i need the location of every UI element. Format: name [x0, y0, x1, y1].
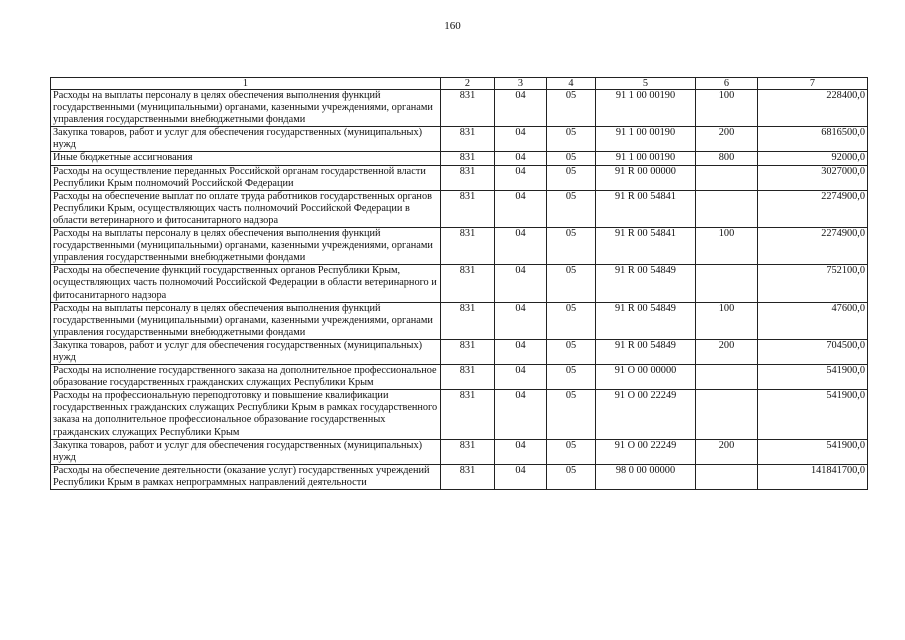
- target-article-cell: 91 О 00 00000: [596, 365, 696, 390]
- ministry-code-cell: 831: [441, 90, 495, 127]
- target-article-cell: 91 R 00 54849: [596, 339, 696, 364]
- expense-name-cell: Расходы на осуществление переданных Российской органам государственной власти Республики Крым полномочий Российской Федерации: [51, 165, 441, 190]
- subsection-code-cell: 05: [547, 339, 596, 364]
- expense-type-cell: [696, 265, 758, 302]
- expense-type-cell: [696, 190, 758, 227]
- ministry-code-cell: 831: [441, 464, 495, 489]
- target-article-cell: 91 R 00 54841: [596, 190, 696, 227]
- amount-cell: 141841700,0: [758, 464, 868, 489]
- amount-cell: 704500,0: [758, 339, 868, 364]
- target-article-cell: 91 R 00 00000: [596, 165, 696, 190]
- ministry-code-cell: 831: [441, 127, 495, 152]
- amount-cell: 6816500,0: [758, 127, 868, 152]
- subsection-code-cell: 05: [547, 190, 596, 227]
- table-row: [51, 339, 868, 364]
- column-header: 4: [547, 78, 596, 90]
- column-header: 3: [495, 78, 547, 90]
- amount-cell: 3027000,0: [758, 165, 868, 190]
- section-code-cell: 04: [495, 90, 547, 127]
- subsection-code-cell: 05: [547, 365, 596, 390]
- table-row: [51, 439, 868, 464]
- expense-name-cell: Расходы на выплаты персоналу в целях обеспечения выполнения функций государственными (муниципальными) органами, казенными учреждениями, органами управления государственными внебюджетными фондами: [51, 90, 441, 127]
- table-row: [51, 190, 868, 227]
- expense-name-cell: Расходы на исполнение государственного заказа на дополнительное профессиональное образование государственных гражданских служащих Республики Крым: [51, 365, 441, 390]
- section-code-cell: 04: [495, 165, 547, 190]
- expense-type-cell: 100: [696, 90, 758, 127]
- amount-cell: 228400,0: [758, 90, 868, 127]
- expense-type-cell: 200: [696, 439, 758, 464]
- amount-cell: 2274900,0: [758, 190, 868, 227]
- column-header: 5: [596, 78, 696, 90]
- table-row: [51, 152, 868, 165]
- subsection-code-cell: 05: [547, 228, 596, 265]
- table-row: [51, 390, 868, 439]
- target-article-cell: 91 1 00 00190: [596, 90, 696, 127]
- section-code-cell: 04: [495, 439, 547, 464]
- amount-cell: 2274900,0: [758, 228, 868, 265]
- amount-cell: 541900,0: [758, 439, 868, 464]
- subsection-code-cell: 05: [547, 302, 596, 339]
- target-article-cell: 91 О 00 22249: [596, 439, 696, 464]
- ministry-code-cell: 831: [441, 190, 495, 227]
- section-code-cell: 04: [495, 464, 547, 489]
- page-number: 160: [444, 20, 461, 32]
- expense-name-cell: Расходы на профессиональную переподготовку и повышение квалификации государственных гражданских служащих Республики Крым в рамках государственного заказа на дополнительное профессиональное образование государственных гражданских служащих Республики Крым: [51, 390, 441, 439]
- amount-cell: 47600,0: [758, 302, 868, 339]
- target-article-cell: 91 R 00 54841: [596, 228, 696, 265]
- amount-cell: 752100,0: [758, 265, 868, 302]
- subsection-code-cell: 05: [547, 152, 596, 165]
- section-code-cell: 04: [495, 390, 547, 439]
- expense-type-cell: [696, 165, 758, 190]
- section-code-cell: 04: [495, 190, 547, 227]
- subsection-code-cell: 05: [547, 265, 596, 302]
- subsection-code-cell: 05: [547, 464, 596, 489]
- column-header: 6: [696, 78, 758, 90]
- expense-name-cell: Закупка товаров, работ и услуг для обеспечения государственных (муниципальных) нужд: [51, 439, 441, 464]
- table-row: [51, 302, 868, 339]
- section-code-cell: 04: [495, 339, 547, 364]
- ministry-code-cell: 831: [441, 390, 495, 439]
- target-article-cell: 91 R 00 54849: [596, 265, 696, 302]
- table-row: [51, 464, 868, 489]
- column-header: 1: [51, 78, 441, 90]
- subsection-code-cell: 05: [547, 165, 596, 190]
- expense-name-cell: Расходы на выплаты персоналу в целях обеспечения выполнения функций государственными (муниципальными) органами, казенными учреждениями, органами управления государственными внебюджетными фондами: [51, 302, 441, 339]
- amount-cell: 541900,0: [758, 365, 868, 390]
- table-row: [51, 265, 868, 302]
- subsection-code-cell: 05: [547, 127, 596, 152]
- expense-type-cell: 200: [696, 127, 758, 152]
- table-row: [51, 365, 868, 390]
- ministry-code-cell: 831: [441, 165, 495, 190]
- expense-name-cell: Расходы на обеспечение выплат по оплате труда работников государственных органов Республики Крым, осуществляющих часть полномочий Российской Федерации в области ветеринарного и фитосанитарного надзора: [51, 190, 441, 227]
- expense-name-cell: Иные бюджетные ассигнования: [51, 152, 441, 165]
- section-code-cell: 04: [495, 365, 547, 390]
- ministry-code-cell: 831: [441, 439, 495, 464]
- expense-name-cell: Расходы на обеспечение функций государственных органов Республики Крым, осуществляющих часть полномочий Российской Федерации в области ветеринарного и фитосанитарного надзора: [51, 265, 441, 302]
- section-code-cell: 04: [495, 127, 547, 152]
- expense-type-cell: 800: [696, 152, 758, 165]
- ministry-code-cell: 831: [441, 365, 495, 390]
- budget-table: [50, 77, 868, 490]
- expense-name-cell: Закупка товаров, работ и услуг для обеспечения государственных (муниципальных) нужд: [51, 127, 441, 152]
- column-header: 7: [758, 78, 868, 90]
- ministry-code-cell: 831: [441, 302, 495, 339]
- expense-name-cell: Расходы на выплаты персоналу в целях обеспечения выполнения функций государственными (муниципальными) органами, казенными учреждениями, органами управления государственными внебюджетными фондами: [51, 228, 441, 265]
- subsection-code-cell: 05: [547, 90, 596, 127]
- expense-type-cell: [696, 464, 758, 489]
- expense-name-cell: Закупка товаров, работ и услуг для обеспечения государственных (муниципальных) нужд: [51, 339, 441, 364]
- ministry-code-cell: 831: [441, 265, 495, 302]
- section-code-cell: 04: [495, 302, 547, 339]
- ministry-code-cell: 831: [441, 228, 495, 265]
- subsection-code-cell: 05: [547, 390, 596, 439]
- target-article-cell: 98 0 00 00000: [596, 464, 696, 489]
- section-code-cell: 04: [495, 265, 547, 302]
- target-article-cell: 91 1 00 00190: [596, 127, 696, 152]
- section-code-cell: 04: [495, 228, 547, 265]
- ministry-code-cell: 831: [441, 339, 495, 364]
- section-code-cell: 04: [495, 152, 547, 165]
- table-row: [51, 127, 868, 152]
- amount-cell: 92000,0: [758, 152, 868, 165]
- header-row: [51, 78, 868, 90]
- table-row: [51, 228, 868, 265]
- expense-type-cell: 200: [696, 339, 758, 364]
- expense-type-cell: [696, 390, 758, 439]
- expense-type-cell: [696, 365, 758, 390]
- table-row: [51, 90, 868, 127]
- expense-type-cell: 100: [696, 302, 758, 339]
- target-article-cell: 91 О 00 22249: [596, 390, 696, 439]
- expense-type-cell: 100: [696, 228, 758, 265]
- target-article-cell: 91 R 00 54849: [596, 302, 696, 339]
- ministry-code-cell: 831: [441, 152, 495, 165]
- column-header: 2: [441, 78, 495, 90]
- target-article-cell: 91 1 00 00190: [596, 152, 696, 165]
- table-row: [51, 165, 868, 190]
- amount-cell: 541900,0: [758, 390, 868, 439]
- expense-name-cell: Расходы на обеспечение деятельности (оказание услуг) государственных учреждений Республики Крым в рамках непрограммных направлений деятельности: [51, 464, 441, 489]
- subsection-code-cell: 05: [547, 439, 596, 464]
